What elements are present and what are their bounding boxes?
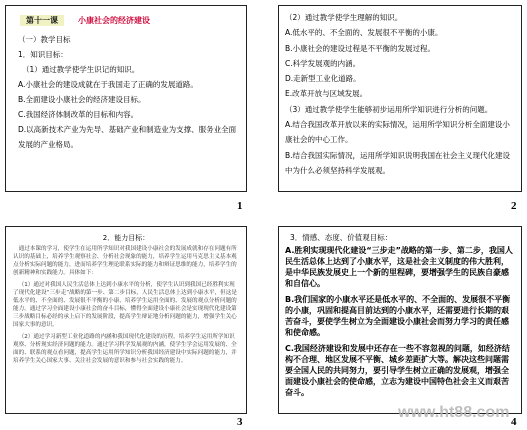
slide-text-line: A.小康社会的建设成就在于我国走了正确的发展道路。: [18, 80, 198, 89]
slide-thumbnail-1: [5, 5, 247, 192]
slide-text-line: B.结合我国实际情况，运用所学知识说明我国在社会主义现代化建设中为什么必须坚持科学发展观。: [285, 150, 511, 175]
slide-body: [18, 32, 240, 152]
sub-heading: 1．知识目标：: [18, 50, 68, 59]
slide-body: [285, 10, 515, 178]
slide-text-line: D.走新型工业化道路。: [285, 74, 361, 84]
section-heading: 3．情感、态度、价值观目标：: [290, 233, 393, 242]
objective-paragraph: C.我国经济建设和发展中还存在一些不容忽视的问题，如经济结构不合理、地区发展不平衡、城乡差距扩大等。解决这些问题需要全国人民的共同努力，要引导学生树立正确的发展观，增强全面建设小康社会的使命感，立志为建设中国特色社会主义而艰苦奋斗。: [285, 344, 510, 397]
slide-text-line: A.低水平的、不全面的、发展很不平衡的小康。: [285, 28, 443, 38]
slide-text-line: （1）通过教学使学生识记的知识。: [22, 65, 140, 74]
slide-text-line: D.以高新技术产业为先导、基础产业和制造业为支撑、服务业全面发展的产业格局。: [18, 125, 237, 149]
objective-paragraph: A.胜利实现现代化建设“三步走”战略的第一步、第二步，我国人民生活总体上达到了小康水平，这是社会主义制度的伟大胜利，是中华民族发展史上一个新的里程碑，要增强学生的民族自豪感和自信心。: [285, 246, 513, 288]
objective-paragraph: （2）通过学习新型工业化道路的内涵和我国现代化建设的历程，培养学生运用所学知识观察、分析现实经济问题的能力。通过学习科学发展观的内涵，使学生学会运用发展的、全面的、联系的观点看问题，提高学生运用所学知识分析我国经济建设中实际问题的能力，并培养学生关心国家大事、关注社会发展的意识和参与社会实践的能力。: [13, 334, 237, 364]
page-number-1: 1: [237, 200, 243, 212]
lesson-number: 第十一课: [20, 15, 64, 26]
slide-text-line: （2）通过教学使学生理解的知识。: [285, 13, 403, 22]
slide-text-line: C.我国经济体制改革的目标和内容。: [18, 110, 139, 119]
slide-title: [20, 15, 150, 27]
slide-thumbnail-4: [278, 226, 522, 414]
section-heading: 2．能力目标：: [102, 234, 150, 242]
lesson-topic: 小康社会的经济建设: [78, 16, 150, 25]
watermark: www.ht88.com: [398, 404, 510, 421]
objective-paragraph: （1）通过对我国人民生活总体上达到小康水平的分析，使学生认识到我国已经胜利实现了现代化建设“三步走”战略的第一步、第二步目标，人民生活总体上达到小康水平，但这是低水平的、不全面的、发展很不平衡的小康，培养学生运用全面的、发展的观点分析问题的能力。通过学习全面建设小康社会的奋斗目标，懂得全面建设小康社会是实现现代化建设第三步战略目标必经的承上启下的发展阶段，提高学生辩证地分析问题的能力，增强学生关心国家大事的意识。: [13, 282, 237, 328]
page-number-4: 4: [511, 416, 517, 428]
section-heading: （一）教学目标: [18, 35, 71, 44]
slide-body: [285, 245, 515, 403]
objective-paragraph: B.我们国家的小康水平还是低水平的、不全面的、发展很不平衡的小康，巩固和提高目前达到的小康水平，还需要进行长期的艰苦奋斗，要使学生树立为全面建设小康社会而努力学习的责任感和使命感。: [285, 295, 511, 337]
slide-text-line: B.小康社会的建设过程是不平衡的发展过程。: [285, 43, 436, 53]
slide-body: [13, 245, 240, 369]
page-number-3: 3: [237, 416, 243, 428]
slide-text-line: C.科学发展观的内涵。: [285, 58, 361, 68]
slide-text-line: A.结合我国改革开放以来的实际情况，运用所学知识分析全面建设小康社会的中心工作。: [285, 120, 510, 145]
slide-thumbnail-2: [278, 5, 522, 192]
page-number-2: 2: [511, 200, 517, 212]
slide-text-line: （3）通过教学使学生能够初步运用所学知识进行分析的问题。: [285, 104, 493, 114]
objective-paragraph: 通过本课的学习，使学生在运用所学知识对我国建设小康社会的发展成就和存在问题有所认识的基础上，培养学生观察社会、分析社会现象的能力，培养学生运用马克思主义基本观点分析实际问题的能力，进而培养学生理论联系实际的能力和辩证思维的能力，培养学生的创新精神和实践能力。具体如下：: [13, 246, 237, 276]
slide-text-line: E.改革开放与区域发展。: [285, 89, 368, 99]
slide-text-line: B.全面建设小康社会的经济建设目标。: [18, 95, 146, 104]
slide-thumbnail-3: [5, 226, 247, 414]
